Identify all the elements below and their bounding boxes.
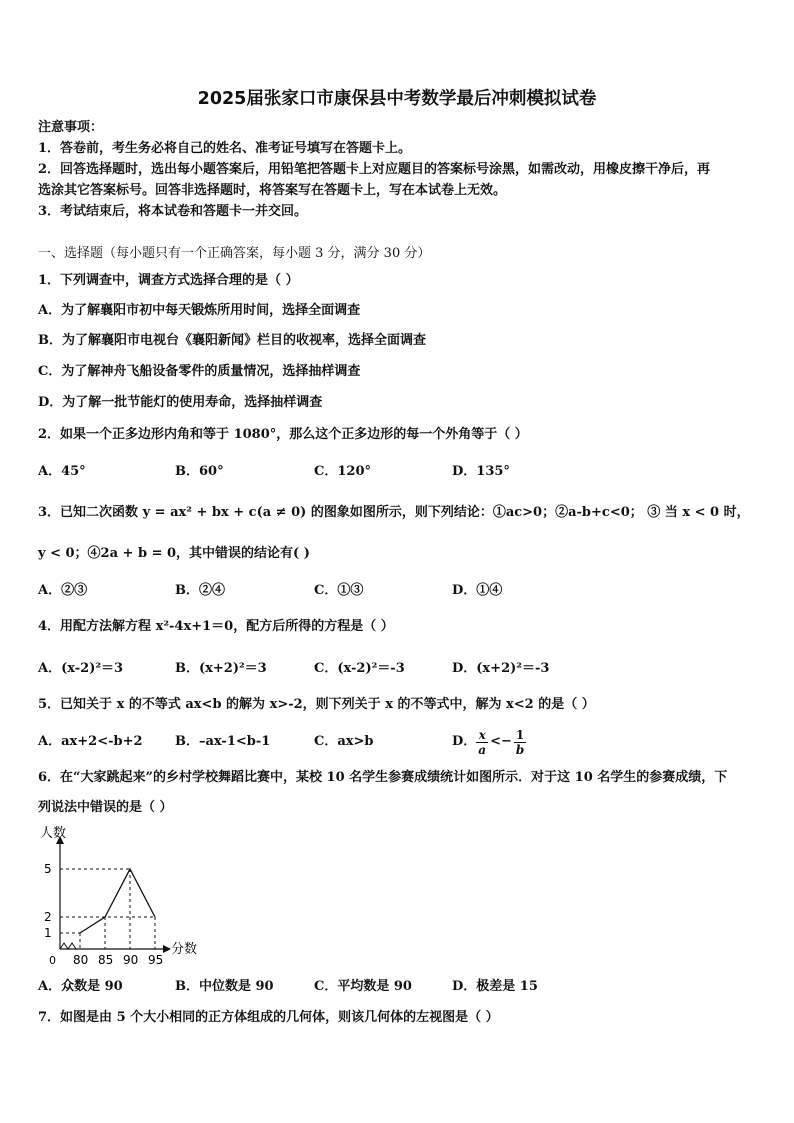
y-axis-label: 人数 (40, 826, 67, 841)
question-2-option-d: D．135° (452, 464, 510, 479)
question-4-option-d: D．(x+2)²＝-3 (452, 661, 550, 676)
question-7-stem: 7．如图是由 5 个大小相同的正方体组成的几何体，则该几何体的左视图是（ ） (38, 1010, 499, 1025)
fraction-1-over-b (514, 728, 526, 757)
question-1-option-b: B．为了解襄阳市电视台《襄阳新闻》栏目的收视率，选择全面调查 (38, 333, 426, 348)
x-tick-label: 95 (148, 953, 164, 967)
question-2-stem: 2．如果一个正多边形内角和等于 1080°，那么这个正多边形的每一个外角等于（ ） (38, 427, 528, 442)
question-6-option-a: A．众数是 90 (38, 979, 123, 994)
question-6-stem-line-2: 列说法中错误的是（ ） (38, 800, 173, 815)
question-6-option-d: D．极差是 15 (452, 979, 538, 994)
question-3-option-c: C．①③ (314, 583, 364, 598)
question-2-option-a: A．45° (38, 464, 86, 479)
question-4-stem: 4．用配方法解方程 x²-4x+1＝0，配方后所得的方程是（ ） (38, 619, 394, 634)
question-3-option-a: A．②③ (38, 583, 88, 598)
question-5-option-b: B．–ax-1<b-1 (175, 734, 271, 749)
score-line-chart (30, 822, 230, 972)
less-than-minus: <− (490, 734, 512, 749)
question-6-stem-line-1: 6．在“大家跳起来”的乡村学校舞蹈比赛中，某校 10 名学生参赛成绩统计如图所示．对于这 10 名学生的参赛成绩，下 (38, 770, 728, 785)
series-line (80, 869, 155, 933)
chart-axes (60, 837, 170, 949)
y-tick-label: 5 (44, 862, 52, 876)
question-2-option-b: B．60° (175, 464, 224, 479)
notice-item-2-line-2: 选涂其它答案标号。回答非选择题时，将答案写在答题卡上，写在本试卷上无效。 (38, 183, 507, 198)
question-3-stem-line-2: y < 0；④2a + b = 0，其中错误的结论有( ) (38, 546, 310, 561)
question-3-option-d: D．①④ (452, 583, 503, 598)
question-4-option-c: C．(x-2)²＝-3 (314, 661, 405, 676)
y-tick-label: 2 (44, 910, 52, 924)
question-5-stem: 5．已知关于 x 的不等式 ax<b 的解为 x>-2，则下列关于 x 的不等式中，解为 x<2 的是（ ） (38, 697, 595, 712)
question-2-option-c: C．120° (314, 464, 371, 479)
question-1-option-a: A．为了解襄阳市初中每天锻炼所用时间，选择全面调查 (38, 303, 361, 318)
question-5-option-c: C．ax>b (314, 734, 374, 749)
option-d-label: D． (452, 734, 477, 749)
question-6-option-b: B．中位数是 90 (175, 979, 274, 994)
fraction-denominator: b (515, 742, 525, 757)
question-3-option-b: B．②④ (175, 583, 225, 598)
x-tick-label: 85 (98, 953, 114, 967)
notice-heading: 注意事项： (38, 120, 104, 135)
question-1-stem: 1．下列调查中，调查方式选择合理的是（ ） (38, 273, 299, 288)
question-4-option-b: B．(x+2)²＝3 (175, 661, 267, 676)
exam-title: 2025届张家口市康保县中考数学最后冲刺模拟试卷 (197, 89, 597, 109)
section-heading: 一、选择题（每小题只有一个正确答案，每小题 3 分，满分 30 分） (38, 246, 431, 261)
question-1-option-d: D．为了解一批节能灯的使用寿命，选择抽样调查 (38, 395, 323, 410)
y-tick-label: 1 (44, 926, 52, 940)
question-6-option-c: C．平均数是 90 (314, 979, 412, 994)
axis-break-icon (60, 943, 76, 949)
fraction-numerator: x (476, 728, 488, 743)
notice-item-2-line-1: 2．回答选择题时，选出每小题答案后，用铅笔把答题卡上对应题目的答案标号涂黑，如需改动，用橡皮擦干净后，再 (38, 162, 711, 177)
question-1-option-c: C．为了解神舟飞船设备零件的质量情况，选择抽样调查 (38, 364, 361, 379)
question-5-option-d (452, 722, 526, 762)
notice-item-3: 3．考试结束后，将本试卷和答题卡一并交回。 (38, 204, 308, 219)
question-4-option-a: A．(x-2)²＝3 (38, 661, 124, 676)
fraction-numerator: 1 (514, 728, 526, 743)
fraction-x-over-a (476, 728, 488, 757)
x-axis-label: 分数 (171, 942, 198, 957)
fraction-denominator: a (478, 742, 487, 757)
x-tick-label: 80 (73, 953, 89, 967)
notice-item-1: 1．答卷前，考生务必将自己的姓名、准考证号填写在答题卡上。 (38, 141, 412, 156)
x-tick-label: 90 (123, 953, 139, 967)
origin-label: 0 (49, 954, 56, 967)
question-5-option-a: A．ax+2<-b+2 (38, 734, 143, 749)
question-3-stem-line-1: 3．已知二次函数 y = ax² + bx + c(a ≠ 0) 的图象如图所示，则下列结论：①ac>0；②a-b+c<0； ③ 当 x < 0 时， (38, 505, 750, 520)
